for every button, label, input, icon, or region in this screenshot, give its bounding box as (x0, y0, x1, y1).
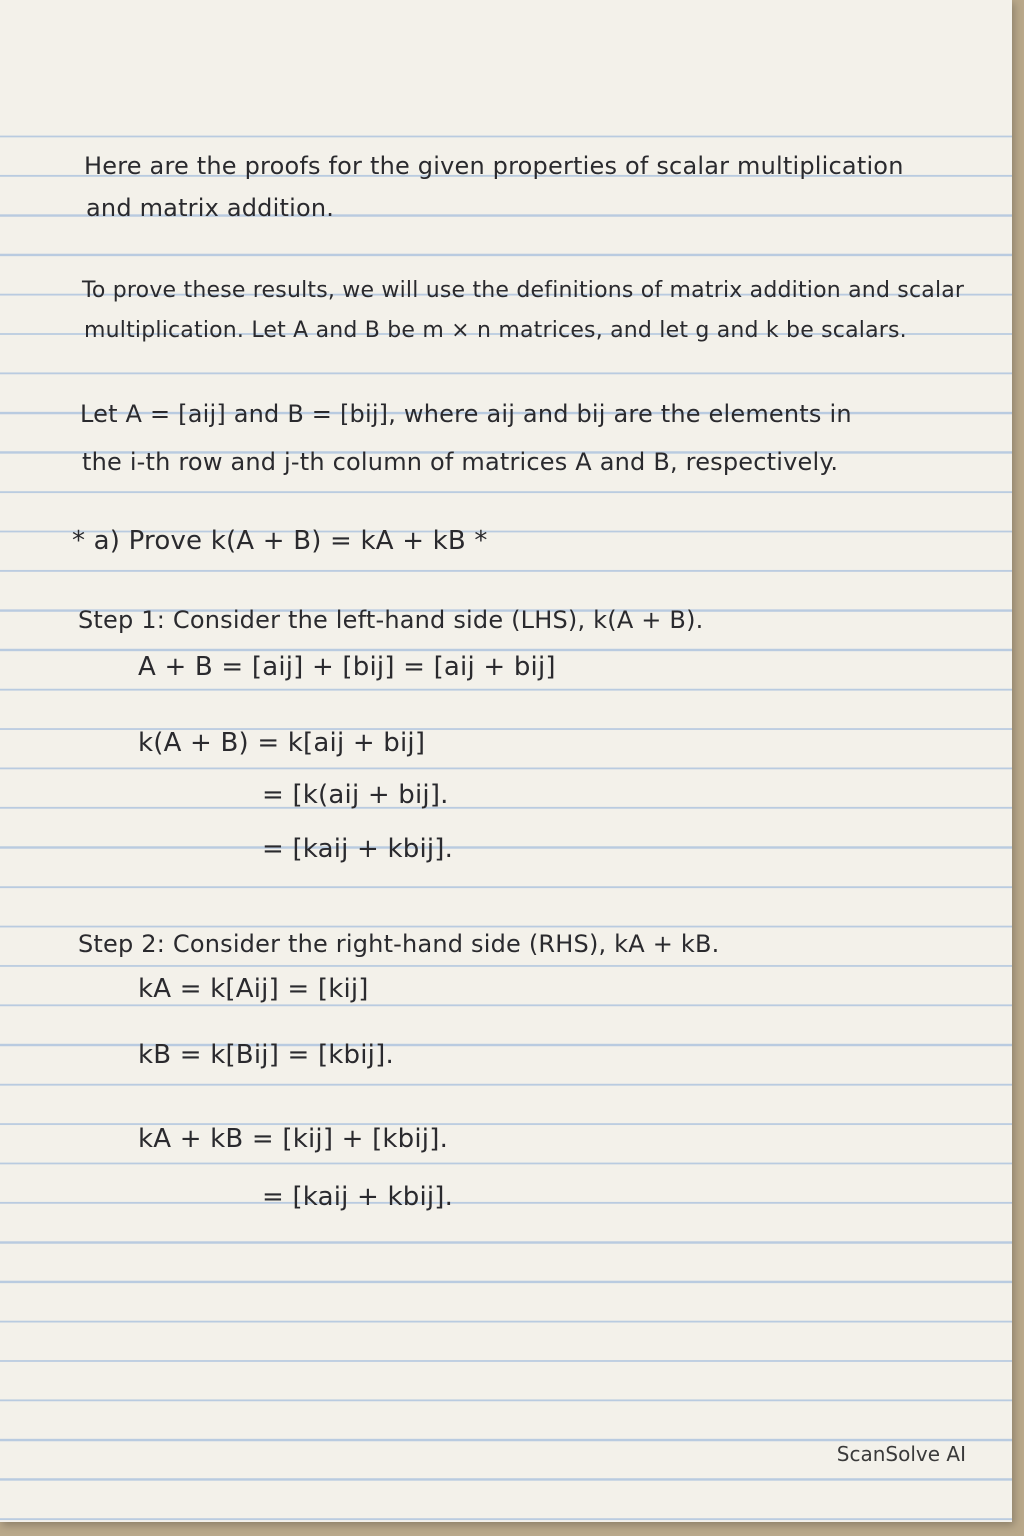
step-1-equation-3: = [k(aij + bij]. (262, 780, 449, 810)
step-2-equation-3: kA + kB = [kij] + [kbij]. (138, 1124, 449, 1154)
step-2-label: Step 2: Consider the right-hand side (RHS), kA + kB. (78, 930, 720, 958)
part-a-heading: * a) Prove k(A + B) = kA + kB * (72, 526, 488, 556)
step-2-equation-2: kB = k[Bij] = [kbij]. (138, 1040, 394, 1070)
step-2-equation-1: kA = k[Aij] = [kij] (138, 974, 369, 1004)
step-1-label: Step 1: Consider the left-hand side (LHS), k(A + B). (78, 606, 704, 634)
intro-line-1: Here are the proofs for the given properties of scalar multiplication (84, 152, 904, 180)
watermark-label: ScanSolve AI (836, 1442, 966, 1466)
step-1-equation-1: A + B = [aij] + [bij] = [aij + bij] (138, 652, 556, 682)
let-line-1: Let A = [aij] and B = [bij], where aij and bij are the elements in (80, 400, 852, 428)
step-1-equation-4: = [kaij + kbij]. (262, 834, 454, 864)
step-1-equation-2: k(A + B) = k[aij + bij] (138, 728, 426, 758)
definitions-line-1: To prove these results, we will use the definitions of matrix addition and scalar (82, 278, 965, 303)
definitions-line-2: multiplication. Let A and B be m × n matrices, and let g and k be scalars. (84, 318, 907, 343)
step-2-equation-4: = [kaij + kbij]. (262, 1182, 454, 1212)
intro-line-2: and matrix addition. (86, 194, 335, 222)
let-line-2: the i-th row and j-th column of matrices A and B, respectively. (82, 448, 839, 476)
